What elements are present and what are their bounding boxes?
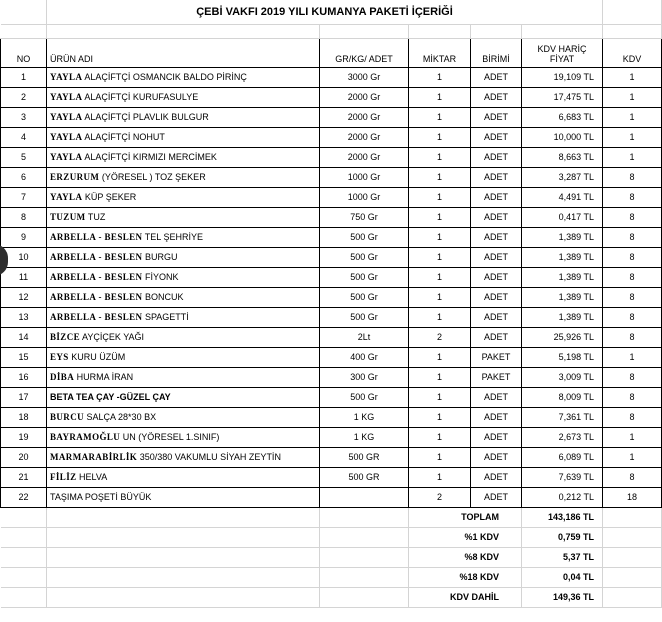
product-brand: ERZURUM (50, 172, 100, 182)
product-name: AYÇİÇEK YAĞI (82, 332, 145, 342)
row-product (47, 108, 320, 128)
row-no: 8 (1, 208, 47, 228)
sheet-title: ÇEBİ VAKFI 2019 YILI KUMANYA PAKETİ İÇERİĞİ (47, 0, 603, 25)
row-price: 19,109 TL (522, 68, 603, 88)
product-name: HELVA (79, 472, 108, 482)
header-quantity: MİKTAR (409, 39, 471, 68)
row-product (47, 408, 320, 428)
row-amount: 500 Gr (320, 268, 409, 288)
header-vat: KDV (603, 39, 662, 68)
row-no: 19 (1, 428, 47, 448)
row-unit: ADET (471, 268, 522, 288)
row-price: 0,417 TL (522, 208, 603, 228)
table-row (1, 128, 662, 148)
row-amount: 2000 Gr (320, 108, 409, 128)
row-product (47, 328, 320, 348)
row-price: 2,673 TL (522, 428, 603, 448)
row-quantity: 1 (409, 288, 471, 308)
row-product (47, 468, 320, 488)
row-amount: 1 KG (320, 408, 409, 428)
row-price: 5,198 TL (522, 348, 603, 368)
row-price: 1,389 TL (522, 288, 603, 308)
product-name: 350/380 VAKUMLU SİYAH ZEYTİN (139, 452, 281, 462)
row-quantity: 1 (409, 408, 471, 428)
row-unit: ADET (471, 408, 522, 428)
product-brand: DİBA (50, 372, 75, 382)
row-amount: 300 Gr (320, 368, 409, 388)
table-row (1, 68, 662, 88)
row-price: 4,491 TL (522, 188, 603, 208)
row-product (47, 368, 320, 388)
row-no: 1 (1, 68, 47, 88)
row-price: 3,009 TL (522, 368, 603, 388)
row-quantity: 1 (409, 388, 471, 408)
product-name: BETA TEA ÇAY -GÜZEL ÇAY (50, 392, 171, 402)
row-unit: ADET (471, 328, 522, 348)
product-name: (YÖRESEL ) TOZ ŞEKER (101, 172, 206, 182)
row-vat: 8 (603, 268, 662, 288)
row-no: 4 (1, 128, 47, 148)
row-quantity: 1 (409, 448, 471, 468)
row-price: 6,089 TL (522, 448, 603, 468)
total-value: 143,186 TL (522, 508, 603, 528)
row-unit: ADET (471, 128, 522, 148)
table-row (1, 208, 662, 228)
row-quantity: 1 (409, 128, 471, 148)
total-row (1, 568, 662, 588)
row-unit: ADET (471, 308, 522, 328)
total-row (1, 508, 662, 528)
header-no: NO (1, 39, 47, 68)
product-brand: ARBELLA - BESLEN (50, 272, 143, 282)
row-amount: 500 Gr (320, 308, 409, 328)
row-amount: 500 Gr (320, 228, 409, 248)
product-brand: TUZUM (50, 212, 86, 222)
row-product (47, 428, 320, 448)
row-amount: 500 GR (320, 468, 409, 488)
row-price: 0,212 TL (522, 488, 603, 508)
table-row (1, 228, 662, 248)
total-label: %8 KDV (409, 548, 522, 568)
row-price: 17,475 TL (522, 88, 603, 108)
row-amount: 2Lt (320, 328, 409, 348)
product-name: ALAÇİFTÇİ KURUFASULYE (84, 92, 199, 102)
row-unit: ADET (471, 68, 522, 88)
product-brand: YAYLA (50, 112, 83, 122)
table-row (1, 288, 662, 308)
product-name: FİYONK (144, 272, 179, 282)
row-quantity: 1 (409, 148, 471, 168)
row-vat: 8 (603, 288, 662, 308)
product-brand: MARMARABİRLİK (50, 452, 138, 462)
total-label: KDV DAHİL (409, 588, 522, 608)
product-name: ALAÇİFTÇİ OSMANCIK BALDO PİRİNÇ (84, 72, 247, 82)
empty-cell (603, 508, 662, 528)
row-product (47, 268, 320, 288)
empty-cell (1, 508, 47, 528)
row-product (47, 248, 320, 268)
row-product (47, 128, 320, 148)
row-amount (320, 488, 409, 508)
row-quantity: 2 (409, 488, 471, 508)
row-product (47, 188, 320, 208)
table-row (1, 408, 662, 428)
row-product (47, 168, 320, 188)
row-unit: ADET (471, 448, 522, 468)
empty-cell (320, 528, 409, 548)
total-label: %1 KDV (409, 528, 522, 548)
row-amount: 2000 Gr (320, 148, 409, 168)
row-no: 11 (1, 268, 47, 288)
header-product: ÜRÜN ADI (47, 39, 320, 68)
row-no: 13 (1, 308, 47, 328)
row-quantity: 1 (409, 248, 471, 268)
row-unit: PAKET (471, 348, 522, 368)
row-unit: ADET (471, 248, 522, 268)
empty-cell (603, 528, 662, 548)
row-product (47, 88, 320, 108)
row-vat: 8 (603, 248, 662, 268)
row-product (47, 388, 320, 408)
row-vat: 1 (603, 108, 662, 128)
row-quantity: 1 (409, 168, 471, 188)
row-vat: 8 (603, 408, 662, 428)
row-price: 1,389 TL (522, 248, 603, 268)
row-price: 7,639 TL (522, 468, 603, 488)
row-quantity: 1 (409, 268, 471, 288)
row-price: 1,389 TL (522, 308, 603, 328)
product-name: KÜP ŞEKER (84, 192, 137, 202)
product-name: BONCUK (144, 292, 184, 302)
product-brand: FİLİZ (50, 472, 77, 482)
row-unit: ADET (471, 468, 522, 488)
row-price: 8,009 TL (522, 388, 603, 408)
table-row (1, 268, 662, 288)
row-unit: ADET (471, 228, 522, 248)
product-name: TAŞIMA POŞETİ BÜYÜK (50, 492, 152, 502)
product-name: TUZ (87, 212, 106, 222)
empty-cell (603, 588, 662, 608)
product-brand: YAYLA (50, 72, 83, 82)
row-product (47, 448, 320, 468)
header-unit: BİRİMİ (471, 39, 522, 68)
empty-cell (47, 588, 320, 608)
product-name: ALAÇİFTÇİ NOHUT (84, 132, 165, 142)
empty-cell (1, 548, 47, 568)
product-brand: YAYLA (50, 132, 83, 142)
row-quantity: 1 (409, 88, 471, 108)
row-price: 6,683 TL (522, 108, 603, 128)
empty-cell (320, 508, 409, 528)
row-no: 9 (1, 228, 47, 248)
empty-cell (603, 548, 662, 568)
empty-cell (1, 588, 47, 608)
product-name: KURU ÜZÜM (71, 352, 126, 362)
row-amount: 1000 Gr (320, 168, 409, 188)
product-brand: ARBELLA - BESLEN (50, 312, 143, 322)
product-name: UN (YÖRESEL 1.SINIF) (122, 432, 220, 442)
row-quantity: 1 (409, 228, 471, 248)
row-vat: 8 (603, 188, 662, 208)
product-brand: ARBELLA - BESLEN (50, 252, 143, 262)
row-vat: 1 (603, 428, 662, 448)
table-row (1, 348, 662, 368)
empty-cell (47, 568, 320, 588)
row-no: 20 (1, 448, 47, 468)
row-price: 3,287 TL (522, 168, 603, 188)
product-name: SPAGETTİ (144, 312, 189, 322)
row-no: 6 (1, 168, 47, 188)
row-product (47, 148, 320, 168)
row-amount: 3000 Gr (320, 68, 409, 88)
empty-cell (320, 548, 409, 568)
product-brand: BAYRAMOĞLU (50, 432, 121, 442)
empty-cell (320, 588, 409, 608)
row-amount: 2000 Gr (320, 128, 409, 148)
row-product (47, 308, 320, 328)
empty-cell (47, 548, 320, 568)
row-no: 5 (1, 148, 47, 168)
row-unit: PAKET (471, 368, 522, 388)
product-name: HURMA İRAN (76, 372, 134, 382)
header-row (1, 39, 662, 68)
total-label: TOPLAM (409, 508, 522, 528)
product-brand: YAYLA (50, 152, 83, 162)
row-unit: ADET (471, 388, 522, 408)
row-no: 18 (1, 408, 47, 428)
row-vat: 1 (603, 88, 662, 108)
row-unit: ADET (471, 188, 522, 208)
row-product (47, 348, 320, 368)
row-unit: ADET (471, 88, 522, 108)
row-quantity: 1 (409, 348, 471, 368)
empty-cell (320, 568, 409, 588)
row-no: 15 (1, 348, 47, 368)
blank-row (1, 25, 662, 39)
row-quantity: 1 (409, 68, 471, 88)
empty-cell (603, 568, 662, 588)
product-brand: EYS (50, 352, 69, 362)
total-value: 0,04 TL (522, 568, 603, 588)
row-quantity: 1 (409, 308, 471, 328)
table-row (1, 488, 662, 508)
product-name: ALAÇİFTÇİ PLAVLIK BULGUR (84, 112, 209, 122)
row-vat: 8 (603, 208, 662, 228)
table-row (1, 88, 662, 108)
row-quantity: 1 (409, 368, 471, 388)
row-unit: ADET (471, 208, 522, 228)
row-quantity: 2 (409, 328, 471, 348)
row-vat: 1 (603, 348, 662, 368)
row-no: 21 (1, 468, 47, 488)
row-product (47, 208, 320, 228)
row-amount: 500 GR (320, 448, 409, 468)
row-price: 7,361 TL (522, 408, 603, 428)
product-brand: ARBELLA - BESLEN (50, 232, 143, 242)
row-vat: 8 (603, 368, 662, 388)
row-price: 25,926 TL (522, 328, 603, 348)
product-brand: YAYLA (50, 92, 83, 102)
empty-cell (1, 528, 47, 548)
product-name: BURGU (144, 252, 178, 262)
row-product (47, 488, 320, 508)
table-row (1, 388, 662, 408)
total-row (1, 528, 662, 548)
table-row (1, 448, 662, 468)
table-row (1, 428, 662, 448)
total-value: 149,36 TL (522, 588, 603, 608)
row-price: 8,663 TL (522, 148, 603, 168)
row-quantity: 1 (409, 428, 471, 448)
row-amount: 2000 Gr (320, 88, 409, 108)
header-price: KDV HARİÇ FİYAT (522, 39, 603, 68)
row-amount: 400 Gr (320, 348, 409, 368)
product-brand: ARBELLA - BESLEN (50, 292, 143, 302)
row-no: 7 (1, 188, 47, 208)
row-price: 10,000 TL (522, 128, 603, 148)
row-no: 10 (1, 248, 47, 268)
row-unit: ADET (471, 428, 522, 448)
row-vat: 1 (603, 148, 662, 168)
product-name: SALÇA 28*30 BX (86, 412, 157, 422)
row-no: 17 (1, 388, 47, 408)
table-row (1, 248, 662, 268)
product-brand: YAYLA (50, 192, 83, 202)
row-vat: 18 (603, 488, 662, 508)
row-quantity: 1 (409, 208, 471, 228)
product-brand: BURCU (50, 412, 85, 422)
title-row (1, 0, 662, 25)
table-row (1, 368, 662, 388)
table-row (1, 328, 662, 348)
row-vat: 8 (603, 228, 662, 248)
row-amount: 500 Gr (320, 388, 409, 408)
table-row (1, 468, 662, 488)
row-vat: 1 (603, 128, 662, 148)
table-row (1, 108, 662, 128)
row-unit: ADET (471, 108, 522, 128)
row-product (47, 228, 320, 248)
row-no: 22 (1, 488, 47, 508)
row-vat: 8 (603, 308, 662, 328)
row-quantity: 1 (409, 468, 471, 488)
total-value: 0,759 TL (522, 528, 603, 548)
total-row (1, 548, 662, 568)
total-row (1, 588, 662, 608)
row-amount: 500 Gr (320, 288, 409, 308)
header-amount: GR/KG/ ADET (320, 39, 409, 68)
table-row (1, 308, 662, 328)
row-quantity: 1 (409, 188, 471, 208)
row-unit: ADET (471, 148, 522, 168)
row-amount: 500 Gr (320, 248, 409, 268)
row-no: 16 (1, 368, 47, 388)
row-product (47, 68, 320, 88)
row-vat: 8 (603, 328, 662, 348)
row-quantity: 1 (409, 108, 471, 128)
row-no: 14 (1, 328, 47, 348)
table-row (1, 168, 662, 188)
row-no: 3 (1, 108, 47, 128)
row-unit: ADET (471, 288, 522, 308)
row-vat: 8 (603, 388, 662, 408)
total-value: 5,37 TL (522, 548, 603, 568)
row-unit: ADET (471, 488, 522, 508)
row-amount: 1 KG (320, 428, 409, 448)
row-no: 2 (1, 88, 47, 108)
row-amount: 1000 Gr (320, 188, 409, 208)
product-name: ALAÇİFTÇİ KIRMIZI MERCİMEK (84, 152, 217, 162)
empty-cell (47, 528, 320, 548)
row-vat: 1 (603, 68, 662, 88)
table-row (1, 148, 662, 168)
row-price: 1,389 TL (522, 228, 603, 248)
row-no: 12 (1, 288, 47, 308)
row-vat: 1 (603, 448, 662, 468)
total-label: %18 KDV (409, 568, 522, 588)
row-product (47, 288, 320, 308)
row-amount: 750 Gr (320, 208, 409, 228)
row-vat: 8 (603, 168, 662, 188)
empty-cell (47, 508, 320, 528)
row-price: 1,389 TL (522, 268, 603, 288)
row-unit: ADET (471, 168, 522, 188)
product-name: TEL ŞEHRİYE (144, 232, 203, 242)
empty-cell (1, 568, 47, 588)
product-brand: BİZCE (50, 332, 81, 342)
row-vat: 8 (603, 468, 662, 488)
table-row (1, 188, 662, 208)
